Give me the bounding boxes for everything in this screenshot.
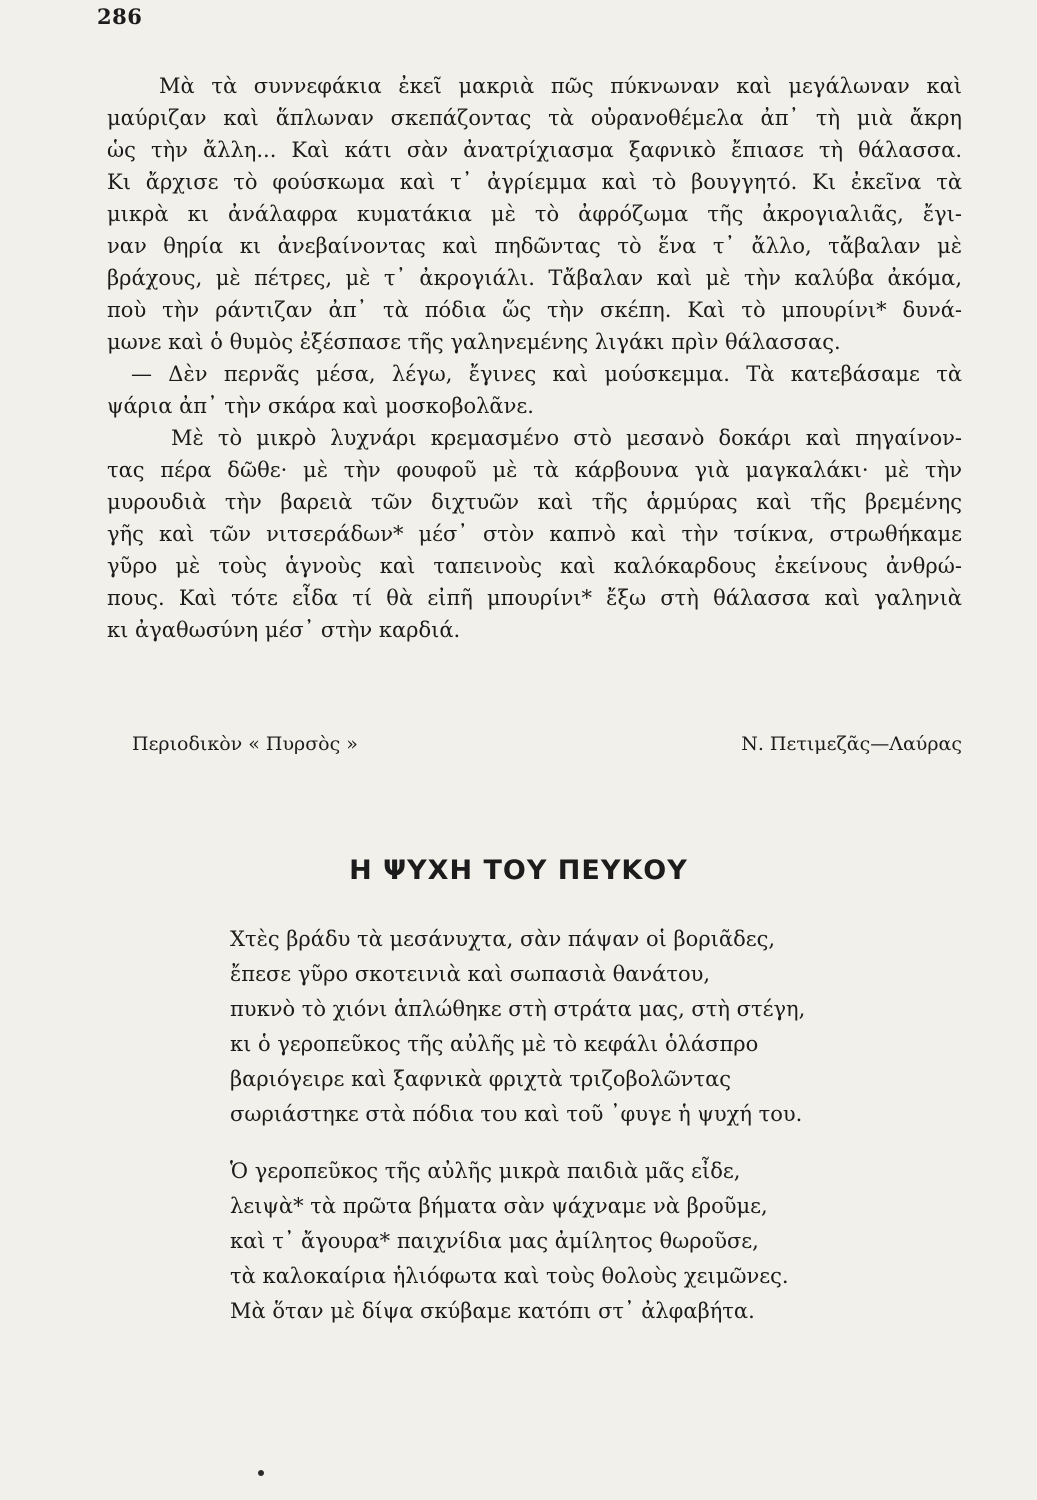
poem-stanza — [230, 922, 930, 1132]
text-line: ψάρια ἀπ᾽ τὴν σκάρα καὶ μοσκοβολᾶνε. — [107, 394, 534, 418]
text-line: ναν θηρία κι ἀνεβαίνοντας καὶ πηδῶντας τὸ ἕνα τ᾽ ἄλλο, τἄβαλαν μὲ — [107, 234, 962, 258]
poem-line: καὶ τ᾽ ἄγουρα* παιχνίδια μας ἀμίλητος θωροῦσε, — [230, 1229, 759, 1253]
poem-line: σωριάστηκε στὰ πόδια του καὶ τοῦ ᾽φυγε ἡ ψυχή του. — [230, 1102, 803, 1126]
paragraph — [107, 70, 962, 358]
prose-text — [107, 70, 962, 646]
text-line: μωνε καὶ ὁ θυμὸς ἐξέσπασε τῆς γαληνεμένης λιγάκι πρὶν θάλασσας. — [107, 330, 841, 354]
poem-line: πυκνὸ τὸ χιόνι ἁπλώθηκε στὴ στράτα μας, στὴ στέγη, — [230, 997, 806, 1021]
poem — [230, 922, 930, 1351]
text-line: Μὲ τὸ μικρὸ λυχνάρι κρεμασμένο στὸ μεσανὸ δοκάρι καὶ πηγαίνον- — [171, 426, 962, 450]
poem-line: κι ὁ γεροπεῦκος τῆς αὐλῆς μὲ τὸ κεφάλι ὁλάσπρο — [230, 1032, 759, 1056]
text-line: πους. Καὶ τότε εἶδα τί θὰ εἰπῆ μπουρίνι* ἔξω στὴ θάλασσα καὶ γαληνιὰ — [107, 586, 962, 610]
text-line: βράχους, μὲ πέτρες, μὲ τ᾽ ἀκρογιάλι. Τἄβαλαν καὶ μὲ τὴν καλύβα ἀκόμα, — [107, 266, 962, 290]
poem-stanza — [230, 1154, 930, 1329]
text-line: μυρουδιὰ τὴν βαρειὰ τῶν διχτυῶν καὶ τῆς ἁρμύρας καὶ τῆς βρεμένης — [107, 490, 962, 514]
attribution — [132, 733, 962, 755]
paragraph — [107, 358, 962, 422]
text-line: κι ἀγαθωσύνη μέσ᾽ στὴν καρδιά. — [107, 618, 461, 642]
text-line: — Δὲν περνᾶς μέσα, λέγω, ἔγινες καὶ μούσκεμμα. Τὰ κατεβάσαμε τὰ — [131, 362, 962, 386]
page-speck-mark — [258, 1470, 264, 1476]
text-line: Μὰ τὰ συννεφάκια ἐκεῖ μακριὰ πῶς πύκνωναν καὶ μεγάλωναν καὶ — [159, 74, 962, 98]
poem-line: λειψὰ* τὰ πρῶτα βήματα σὰν ψάχναμε νὰ βροῦμε, — [230, 1194, 768, 1218]
text-line: ὡς τὴν ἄλλη... Καὶ κάτι σὰν ἀνατρίχιασμα ξαφνικὸ ἔπιασε τὴ θάλασσα. — [107, 138, 962, 162]
text-line: Κι ἄρχισε τὸ φούσκωμα καὶ τ᾽ ἀγρίεμμα καὶ τὸ βουγγητό. Κι ἐκεῖνα τὰ — [107, 170, 962, 194]
text-line: τας πέρα δῶθε· μὲ τὴν φουφοῦ μὲ τὰ κάρβουνα γιὰ μαγκαλάκι· μὲ τὴν — [107, 458, 962, 482]
poem-line: Χτὲς βράδυ τὰ μεσάνυχτα, σὰν πάψαν οἱ βοριᾶδες, — [230, 927, 776, 951]
text-line: μικρὰ κι ἀνάλαφρα κυματάκια μὲ τὸ ἀφρόζωμα τῆς ἀκρογιαλιᾶς, ἔγι- — [107, 202, 962, 226]
poem-title: Η ΨΥΧΗ ΤΟΥ ΠΕΥΚΟΥ — [349, 855, 688, 886]
attribution-author: Ν. Πετιμεζᾶς—Λαύρας — [741, 733, 962, 755]
poem-line: ἔπεσε γῦρο σκοτεινιὰ καὶ σωπασιὰ θανάτου, — [230, 962, 711, 986]
poem-line: Ὁ γεροπεῦκος τῆς αὐλῆς μικρὰ παιδιὰ μᾶς εἶδε, — [230, 1159, 741, 1183]
text-line: ποὺ τὴν ράντιζαν ἀπ᾽ τὰ πόδια ὥς τὴν σκέπη. Καὶ τὸ μπουρίνι* δυνά- — [107, 298, 962, 322]
attribution-source: Περιοδικὸν « Πυρσὸς » — [132, 733, 358, 755]
poem-line: Μὰ ὅταν μὲ δίψα σκύβαμε κατόπι στ᾽ ἀλφαβήτα. — [230, 1299, 755, 1323]
text-line: γῆς καὶ τῶν νιτσεράδων* μέσ᾽ στὸν καπνὸ καὶ τὴν τσίκνα, στρωθήκαμε — [107, 522, 962, 546]
text-line: γῦρο μὲ τοὺς ἁγνοὺς καὶ ταπεινοὺς καὶ καλόκαρδους ἐκείνους ἀνθρώ- — [107, 554, 962, 578]
page-number: 286 — [97, 4, 143, 29]
poem-line: βαριόγειρε καὶ ξαφνικὰ φριχτὰ τριζοβολῶντας — [230, 1067, 732, 1091]
poem-line: τὰ καλοκαίρια ἡλιόφωτα καὶ τοὺς θολοὺς χειμῶνες. — [230, 1264, 789, 1288]
paragraph — [107, 422, 962, 646]
text-line: μαύριζαν καὶ ἅπλωναν σκεπάζοντας τὰ οὐρανοθέμελα ἀπ᾽ τὴ μιὰ ἄκρη — [107, 106, 962, 130]
